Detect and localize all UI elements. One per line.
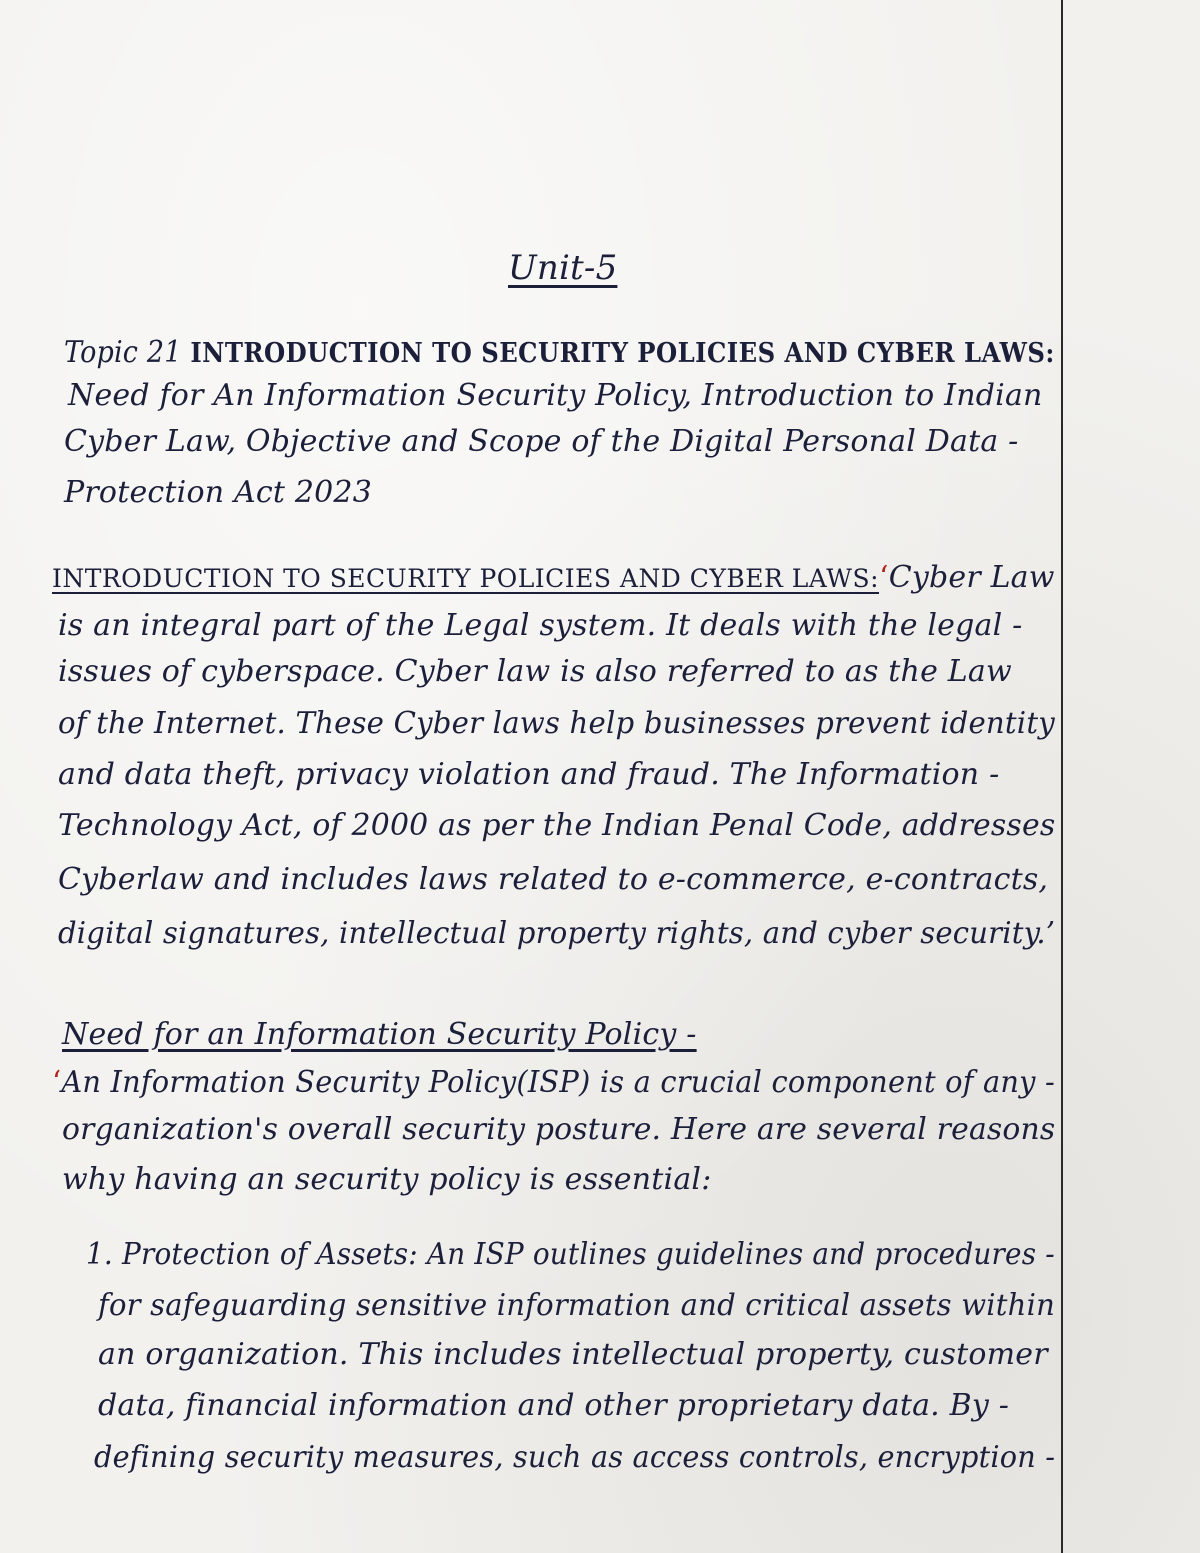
- section1-line-2: issues of cyberspace. Cyber law is also referred to as the Law: [58, 654, 1012, 689]
- topic-line-2: Cyber Law, Objective and Scope of the Digital Personal Data -: [64, 424, 1019, 459]
- section2-line-1: An Information Security Policy(ISP) is a crucial component of any -: [61, 1065, 1055, 1100]
- section1-line-1: is an integral part of the Legal system. It deals with the legal -: [58, 608, 1023, 643]
- topic-heading: INTRODUCTION TO SECURITY POLICIES AND CYBER LAWS:: [190, 338, 1055, 369]
- point1-line-3: an organization. This includes intellectual property, customer: [98, 1337, 1048, 1372]
- section1-line-7: digital signatures, intellectual property rights, and cyber security.’: [58, 916, 1056, 951]
- section1-line-3: of the Internet. These Cyber laws help businesses prevent identity: [58, 706, 1055, 741]
- section1-lead: Cyber Law: [888, 560, 1055, 595]
- point1-line-1: 1. Protection of Assets: An ISP outlines guidelines and procedures -: [86, 1237, 1055, 1272]
- section1-quote-mark: ‘: [879, 560, 889, 595]
- topic-heading-line: [64, 335, 1055, 370]
- topic-label: Topic 21: [64, 335, 182, 370]
- section1-heading-line: [52, 560, 1055, 595]
- section1-line-5: Technology Act, of 2000 as per the Indian Penal Code, addresses: [58, 808, 1056, 843]
- section2-line-1-wrap: [52, 1065, 1055, 1100]
- section2-quote-mark: ‘: [52, 1065, 62, 1100]
- section1-line-4: and data theft, privacy violation and fraud. The Information -: [58, 757, 1000, 792]
- point1-line-4: data, financial information and other proprietary data. By -: [98, 1388, 1010, 1423]
- topic-line-3: Protection Act 2023: [64, 475, 372, 510]
- point1-line-2: for safeguarding sensitive information and critical assets within: [98, 1288, 1055, 1323]
- topic-line-1: Need for An Information Security Policy, Introduction to Indian: [68, 378, 1043, 413]
- page-title: Unit-5: [508, 248, 618, 288]
- section1-heading: INTRODUCTION TO SECURITY POLICIES AND CYBER LAWS:: [52, 564, 880, 593]
- section1-line-6: Cyberlaw and includes laws related to e-commerce, e-contracts,: [58, 862, 1049, 897]
- section2-line-3: why having an security policy is essential:: [62, 1162, 712, 1197]
- section2-line-2: organization's overall security posture. Here are several reasons: [62, 1112, 1056, 1147]
- margin-line: [1061, 0, 1063, 1553]
- point1-line-5: defining security measures, such as access controls, encryption -: [94, 1440, 1056, 1475]
- section2-heading: Need for an Information Security Policy -: [62, 1017, 697, 1052]
